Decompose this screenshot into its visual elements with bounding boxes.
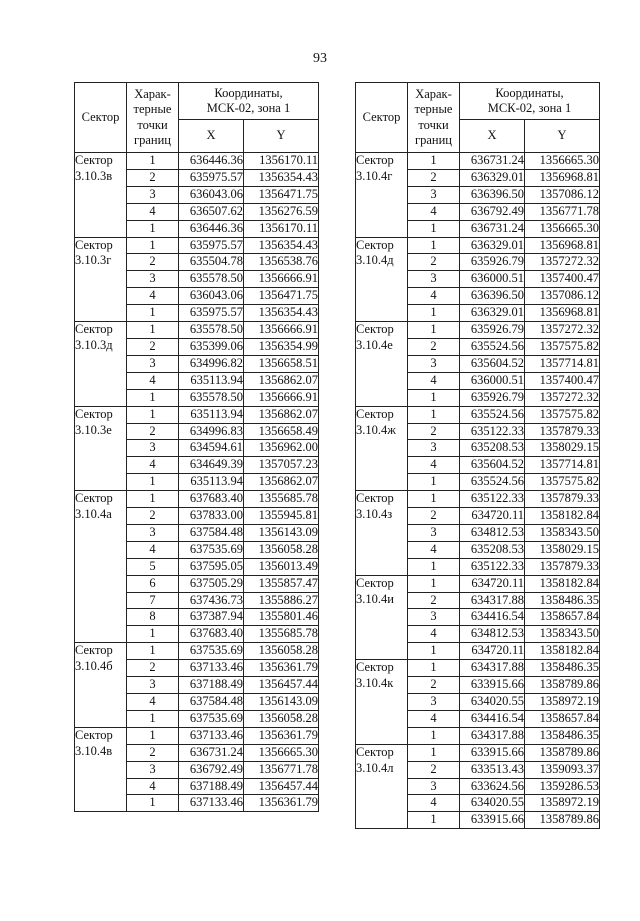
x-coordinate: 637133.46 <box>179 795 244 812</box>
sector-name: Сектор 3.10.4д <box>356 237 408 322</box>
y-coordinate: 1356666.91 <box>244 271 319 288</box>
y-coordinate: 1356354.99 <box>244 338 319 355</box>
x-coordinate: 637683.40 <box>179 626 244 643</box>
y-coordinate: 1356862.07 <box>244 372 319 389</box>
y-coordinate: 1355801.46 <box>244 609 319 626</box>
x-coordinate: 634594.61 <box>179 440 244 457</box>
sector-name: Сектор 3.10.4б <box>75 643 127 728</box>
point-number: 2 <box>127 169 179 186</box>
point-number: 2 <box>408 254 460 271</box>
x-coordinate: 637387.94 <box>179 609 244 626</box>
y-coordinate: 1357272.32 <box>525 389 600 406</box>
point-number: 4 <box>408 710 460 727</box>
point-number: 3 <box>127 677 179 694</box>
y-coordinate: 1358657.84 <box>525 609 600 626</box>
point-number: 1 <box>127 406 179 423</box>
y-coordinate: 1356962.00 <box>244 440 319 457</box>
point-number: 1 <box>408 727 460 744</box>
point-number: 1 <box>408 305 460 322</box>
x-coordinate: 637535.69 <box>179 643 244 660</box>
x-coordinate: 635122.33 <box>460 558 525 575</box>
point-number: 1 <box>127 305 179 322</box>
x-coordinate: 635524.56 <box>460 338 525 355</box>
point-number: 3 <box>127 355 179 372</box>
point-number: 4 <box>408 626 460 643</box>
sector-name: Сектор 3.10.3г <box>75 237 127 322</box>
point-number: 1 <box>408 812 460 829</box>
table-row <box>75 153 319 170</box>
x-coordinate: 637188.49 <box>179 778 244 795</box>
y-coordinate: 1357714.81 <box>525 457 600 474</box>
x-coordinate: 634649.39 <box>179 457 244 474</box>
sector-name: Сектор 3.10.4и <box>356 575 408 660</box>
y-coordinate: 1356058.28 <box>244 541 319 558</box>
point-number: 3 <box>408 609 460 626</box>
x-coordinate: 637683.40 <box>179 491 244 508</box>
point-number: 2 <box>408 761 460 778</box>
y-coordinate: 1356471.75 <box>244 186 319 203</box>
y-coordinate: 1357086.12 <box>525 186 600 203</box>
coordinates-table-left <box>74 82 319 812</box>
point-number: 4 <box>408 795 460 812</box>
y-coordinate: 1356276.59 <box>244 203 319 220</box>
point-number: 1 <box>408 744 460 761</box>
x-coordinate: 634317.88 <box>460 660 525 677</box>
point-number: 1 <box>408 406 460 423</box>
x-coordinate: 636507.62 <box>179 203 244 220</box>
y-coordinate: 1357714.81 <box>525 355 600 372</box>
y-coordinate: 1356666.91 <box>244 322 319 339</box>
point-number: 1 <box>127 727 179 744</box>
x-coordinate: 635122.33 <box>460 491 525 508</box>
x-coordinate: 633915.66 <box>460 812 525 829</box>
y-coordinate: 1357086.12 <box>525 288 600 305</box>
y-coordinate: 1356771.78 <box>244 761 319 778</box>
point-number: 1 <box>127 626 179 643</box>
y-coordinate: 1356143.09 <box>244 524 319 541</box>
x-coordinate: 635975.57 <box>179 237 244 254</box>
y-coordinate: 1356538.76 <box>244 254 319 271</box>
x-coordinate: 635208.53 <box>460 541 525 558</box>
table-row <box>356 491 600 508</box>
y-coordinate: 1356658.51 <box>244 355 319 372</box>
table-row <box>356 237 600 254</box>
x-coordinate: 634317.88 <box>460 592 525 609</box>
point-number: 1 <box>408 491 460 508</box>
x-coordinate: 635578.50 <box>179 322 244 339</box>
x-coordinate: 635113.94 <box>179 372 244 389</box>
x-coordinate: 636792.49 <box>460 203 525 220</box>
x-coordinate: 636396.50 <box>460 288 525 305</box>
y-coordinate: 1358182.84 <box>525 643 600 660</box>
point-number: 4 <box>127 372 179 389</box>
point-number: 4 <box>127 203 179 220</box>
y-coordinate: 1356170.11 <box>244 220 319 237</box>
point-number: 1 <box>408 474 460 491</box>
y-coordinate: 1356862.07 <box>244 474 319 491</box>
y-coordinate: 1356665.30 <box>525 153 600 170</box>
point-number: 1 <box>127 474 179 491</box>
point-number: 4 <box>408 288 460 305</box>
x-coordinate: 635926.79 <box>460 254 525 271</box>
y-coordinate: 1357400.47 <box>525 271 600 288</box>
x-coordinate: 635926.79 <box>460 322 525 339</box>
point-number: 3 <box>408 524 460 541</box>
point-number: 2 <box>127 744 179 761</box>
table-row <box>356 322 600 339</box>
point-number: 1 <box>127 153 179 170</box>
point-number: 1 <box>127 643 179 660</box>
table-row <box>356 744 600 761</box>
x-coordinate: 635524.56 <box>460 474 525 491</box>
point-number: 1 <box>127 220 179 237</box>
point-number: 4 <box>127 457 179 474</box>
point-number: 4 <box>408 372 460 389</box>
coordinates-header: Координаты, МСК-02, зона 1 <box>460 83 600 120</box>
x-coordinate: 637133.46 <box>179 727 244 744</box>
y-coordinate: 1358486.35 <box>525 592 600 609</box>
x-coordinate: 634720.11 <box>460 508 525 525</box>
y-coordinate: 1357272.32 <box>525 322 600 339</box>
y-coordinate: 1358972.19 <box>525 795 600 812</box>
y-coordinate: 1356354.43 <box>244 169 319 186</box>
table-row <box>356 660 600 677</box>
x-coordinate: 637833.00 <box>179 508 244 525</box>
y-coordinate: 1356361.79 <box>244 727 319 744</box>
point-number: 3 <box>408 355 460 372</box>
x-coordinate: 636329.01 <box>460 237 525 254</box>
coordinates-table-right <box>355 82 600 829</box>
point-number: 2 <box>408 508 460 525</box>
y-coordinate: 1356457.44 <box>244 778 319 795</box>
sector-name: Сектор 3.10.3е <box>75 406 127 491</box>
point-number: 1 <box>127 710 179 727</box>
point-number: 1 <box>408 237 460 254</box>
y-coordinate: 1356862.07 <box>244 406 319 423</box>
table-row <box>75 322 319 339</box>
x-coordinate: 633624.56 <box>460 778 525 795</box>
point-number: 3 <box>408 186 460 203</box>
x-coordinate: 634996.83 <box>179 423 244 440</box>
y-coordinate: 1357575.82 <box>525 406 600 423</box>
point-number: 4 <box>408 203 460 220</box>
y-coordinate: 1356658.49 <box>244 423 319 440</box>
point-number: 1 <box>408 220 460 237</box>
y-coordinate: 1356771.78 <box>525 203 600 220</box>
x-coordinate: 636000.51 <box>460 372 525 389</box>
y-coordinate: 1356665.30 <box>244 744 319 761</box>
point-number: 1 <box>408 660 460 677</box>
x-coordinate: 637505.29 <box>179 575 244 592</box>
x-coordinate: 635975.57 <box>179 169 244 186</box>
point-number: 4 <box>408 457 460 474</box>
y-coordinate: 1356968.81 <box>525 169 600 186</box>
x-coordinate: 635113.94 <box>179 474 244 491</box>
table-row <box>356 575 600 592</box>
x-coordinate: 634416.54 <box>460 609 525 626</box>
point-number: 3 <box>408 440 460 457</box>
y-coordinate: 1355886.27 <box>244 592 319 609</box>
x-coordinate: 635604.52 <box>460 355 525 372</box>
y-coordinate: 1356968.81 <box>525 305 600 322</box>
y-coordinate: 1356361.79 <box>244 795 319 812</box>
sector-name: Сектор 3.10.4г <box>356 153 408 238</box>
sector-name: Сектор 3.10.4л <box>356 744 408 829</box>
y-coordinate: 1357400.47 <box>525 372 600 389</box>
y-header: Y <box>525 120 600 153</box>
y-coordinate: 1355685.78 <box>244 491 319 508</box>
point-number: 1 <box>127 237 179 254</box>
y-coordinate: 1357575.82 <box>525 474 600 491</box>
sector-name: Сектор 3.10.3в <box>75 153 127 238</box>
x-header: X <box>460 120 525 153</box>
coordinates-header: Координаты, МСК-02, зона 1 <box>179 83 319 120</box>
y-header: Y <box>244 120 319 153</box>
y-coordinate: 1356666.91 <box>244 389 319 406</box>
point-number: 6 <box>127 575 179 592</box>
x-coordinate: 636396.50 <box>460 186 525 203</box>
x-coordinate: 634996.82 <box>179 355 244 372</box>
table-row <box>356 406 600 423</box>
y-coordinate: 1358486.35 <box>525 660 600 677</box>
y-coordinate: 1358657.84 <box>525 710 600 727</box>
x-coordinate: 636000.51 <box>460 271 525 288</box>
y-coordinate: 1356354.43 <box>244 305 319 322</box>
x-coordinate: 633915.66 <box>460 677 525 694</box>
sector-name: Сектор 3.10.4з <box>356 491 408 576</box>
x-coordinate: 637188.49 <box>179 677 244 694</box>
y-coordinate: 1359093.37 <box>525 761 600 778</box>
y-coordinate: 1356013.49 <box>244 558 319 575</box>
y-coordinate: 1356457.44 <box>244 677 319 694</box>
x-coordinate: 637584.48 <box>179 524 244 541</box>
x-coordinate: 636731.24 <box>460 153 525 170</box>
x-coordinate: 637535.69 <box>179 710 244 727</box>
point-number: 2 <box>408 677 460 694</box>
y-coordinate: 1358182.84 <box>525 508 600 525</box>
y-coordinate: 1358343.50 <box>525 524 600 541</box>
x-coordinate: 633513.43 <box>460 761 525 778</box>
y-coordinate: 1356170.11 <box>244 153 319 170</box>
x-coordinate: 636446.36 <box>179 153 244 170</box>
x-coordinate: 635604.52 <box>460 457 525 474</box>
x-coordinate: 634812.53 <box>460 524 525 541</box>
y-coordinate: 1356968.81 <box>525 237 600 254</box>
x-coordinate: 636446.36 <box>179 220 244 237</box>
point-number: 1 <box>408 575 460 592</box>
table-row <box>356 153 600 170</box>
y-coordinate: 1358486.35 <box>525 727 600 744</box>
table-row <box>75 237 319 254</box>
table-row <box>75 406 319 423</box>
sector-name: Сектор 3.10.4в <box>75 727 127 812</box>
point-number: 5 <box>127 558 179 575</box>
point-number: 3 <box>127 440 179 457</box>
y-coordinate: 1357272.32 <box>525 254 600 271</box>
point-number: 7 <box>127 592 179 609</box>
y-coordinate: 1356361.79 <box>244 660 319 677</box>
x-coordinate: 635208.53 <box>460 440 525 457</box>
sector-name: Сектор 3.10.4ж <box>356 406 408 491</box>
x-coordinate: 634720.11 <box>460 643 525 660</box>
table-row <box>75 491 319 508</box>
point-number: 1 <box>127 491 179 508</box>
x-coordinate: 634020.55 <box>460 795 525 812</box>
sector-name: Сектор 3.10.4к <box>356 660 408 745</box>
y-coordinate: 1358343.50 <box>525 626 600 643</box>
point-number: 3 <box>408 778 460 795</box>
point-number: 4 <box>127 288 179 305</box>
point-number: 3 <box>127 761 179 778</box>
x-coordinate: 635399.06 <box>179 338 244 355</box>
point-number: 1 <box>127 322 179 339</box>
y-coordinate: 1358029.15 <box>525 440 600 457</box>
x-coordinate: 635524.56 <box>460 406 525 423</box>
point-number: 1 <box>408 643 460 660</box>
point-number: 2 <box>127 508 179 525</box>
y-coordinate: 1357575.82 <box>525 338 600 355</box>
point-number: 3 <box>408 271 460 288</box>
y-coordinate: 1358789.86 <box>525 744 600 761</box>
page-number: 93 <box>313 51 327 66</box>
sector-name: Сектор 3.10.4е <box>356 322 408 407</box>
y-coordinate: 1355945.81 <box>244 508 319 525</box>
y-coordinate: 1358029.15 <box>525 541 600 558</box>
y-coordinate: 1357879.33 <box>525 423 600 440</box>
y-coordinate: 1357879.33 <box>525 491 600 508</box>
point-number: 1 <box>408 322 460 339</box>
point-number: 1 <box>408 389 460 406</box>
point-number: 4 <box>127 778 179 795</box>
x-coordinate: 634416.54 <box>460 710 525 727</box>
y-coordinate: 1358972.19 <box>525 694 600 711</box>
point-number: 2 <box>127 254 179 271</box>
point-number: 4 <box>127 694 179 711</box>
x-coordinate: 633915.66 <box>460 744 525 761</box>
x-coordinate: 636043.06 <box>179 288 244 305</box>
y-coordinate: 1356143.09 <box>244 694 319 711</box>
x-coordinate: 634020.55 <box>460 694 525 711</box>
sector-name: Сектор 3.10.3д <box>75 322 127 407</box>
x-coordinate: 635578.50 <box>179 271 244 288</box>
point-number: 3 <box>127 524 179 541</box>
point-number: 2 <box>408 592 460 609</box>
x-coordinate: 635975.57 <box>179 305 244 322</box>
y-coordinate: 1358789.86 <box>525 812 600 829</box>
x-coordinate: 635113.94 <box>179 406 244 423</box>
x-coordinate: 635122.33 <box>460 423 525 440</box>
point-number: 8 <box>127 609 179 626</box>
y-coordinate: 1359286.53 <box>525 778 600 795</box>
x-coordinate: 637133.46 <box>179 660 244 677</box>
table-row <box>75 643 319 660</box>
y-coordinate: 1355685.78 <box>244 626 319 643</box>
point-number: 2 <box>127 338 179 355</box>
point-number: 3 <box>127 186 179 203</box>
x-coordinate: 635504.78 <box>179 254 244 271</box>
y-coordinate: 1355857.47 <box>244 575 319 592</box>
x-coordinate: 636731.24 <box>179 744 244 761</box>
point-number: 1 <box>408 153 460 170</box>
point-number: 1 <box>408 558 460 575</box>
point-number: 2 <box>408 169 460 186</box>
y-coordinate: 1356058.28 <box>244 710 319 727</box>
point-number: 3 <box>127 271 179 288</box>
table-row <box>75 727 319 744</box>
x-coordinate: 636329.01 <box>460 305 525 322</box>
y-coordinate: 1356471.75 <box>244 288 319 305</box>
y-coordinate: 1357879.33 <box>525 558 600 575</box>
y-coordinate: 1356058.28 <box>244 643 319 660</box>
x-coordinate: 637584.48 <box>179 694 244 711</box>
point-number: 2 <box>408 423 460 440</box>
x-coordinate: 634720.11 <box>460 575 525 592</box>
x-coordinate: 636792.49 <box>179 761 244 778</box>
x-coordinate: 636043.06 <box>179 186 244 203</box>
x-header: X <box>179 120 244 153</box>
x-coordinate: 637595.05 <box>179 558 244 575</box>
point-number: 3 <box>408 694 460 711</box>
x-coordinate: 635578.50 <box>179 389 244 406</box>
point-number: 4 <box>127 541 179 558</box>
x-coordinate: 637436.73 <box>179 592 244 609</box>
x-coordinate: 635926.79 <box>460 389 525 406</box>
x-coordinate: 636329.01 <box>460 169 525 186</box>
point-number: 2 <box>127 660 179 677</box>
points-header: Харак- терные точки границ <box>408 83 460 153</box>
y-coordinate: 1356354.43 <box>244 237 319 254</box>
y-coordinate: 1358182.84 <box>525 575 600 592</box>
point-number: 2 <box>408 338 460 355</box>
y-coordinate: 1356665.30 <box>525 220 600 237</box>
sector-name: Сектор 3.10.4а <box>75 491 127 643</box>
x-coordinate: 634317.88 <box>460 727 525 744</box>
point-number: 4 <box>408 541 460 558</box>
points-header: Харак- терные точки границ <box>127 83 179 153</box>
y-coordinate: 1358789.86 <box>525 677 600 694</box>
x-coordinate: 636731.24 <box>460 220 525 237</box>
sector-header: Сектор <box>356 83 408 153</box>
y-coordinate: 1357057.23 <box>244 457 319 474</box>
point-number: 2 <box>127 423 179 440</box>
point-number: 1 <box>127 389 179 406</box>
x-coordinate: 634812.53 <box>460 626 525 643</box>
x-coordinate: 637535.69 <box>179 541 244 558</box>
sector-header: Сектор <box>75 83 127 153</box>
point-number: 1 <box>127 795 179 812</box>
